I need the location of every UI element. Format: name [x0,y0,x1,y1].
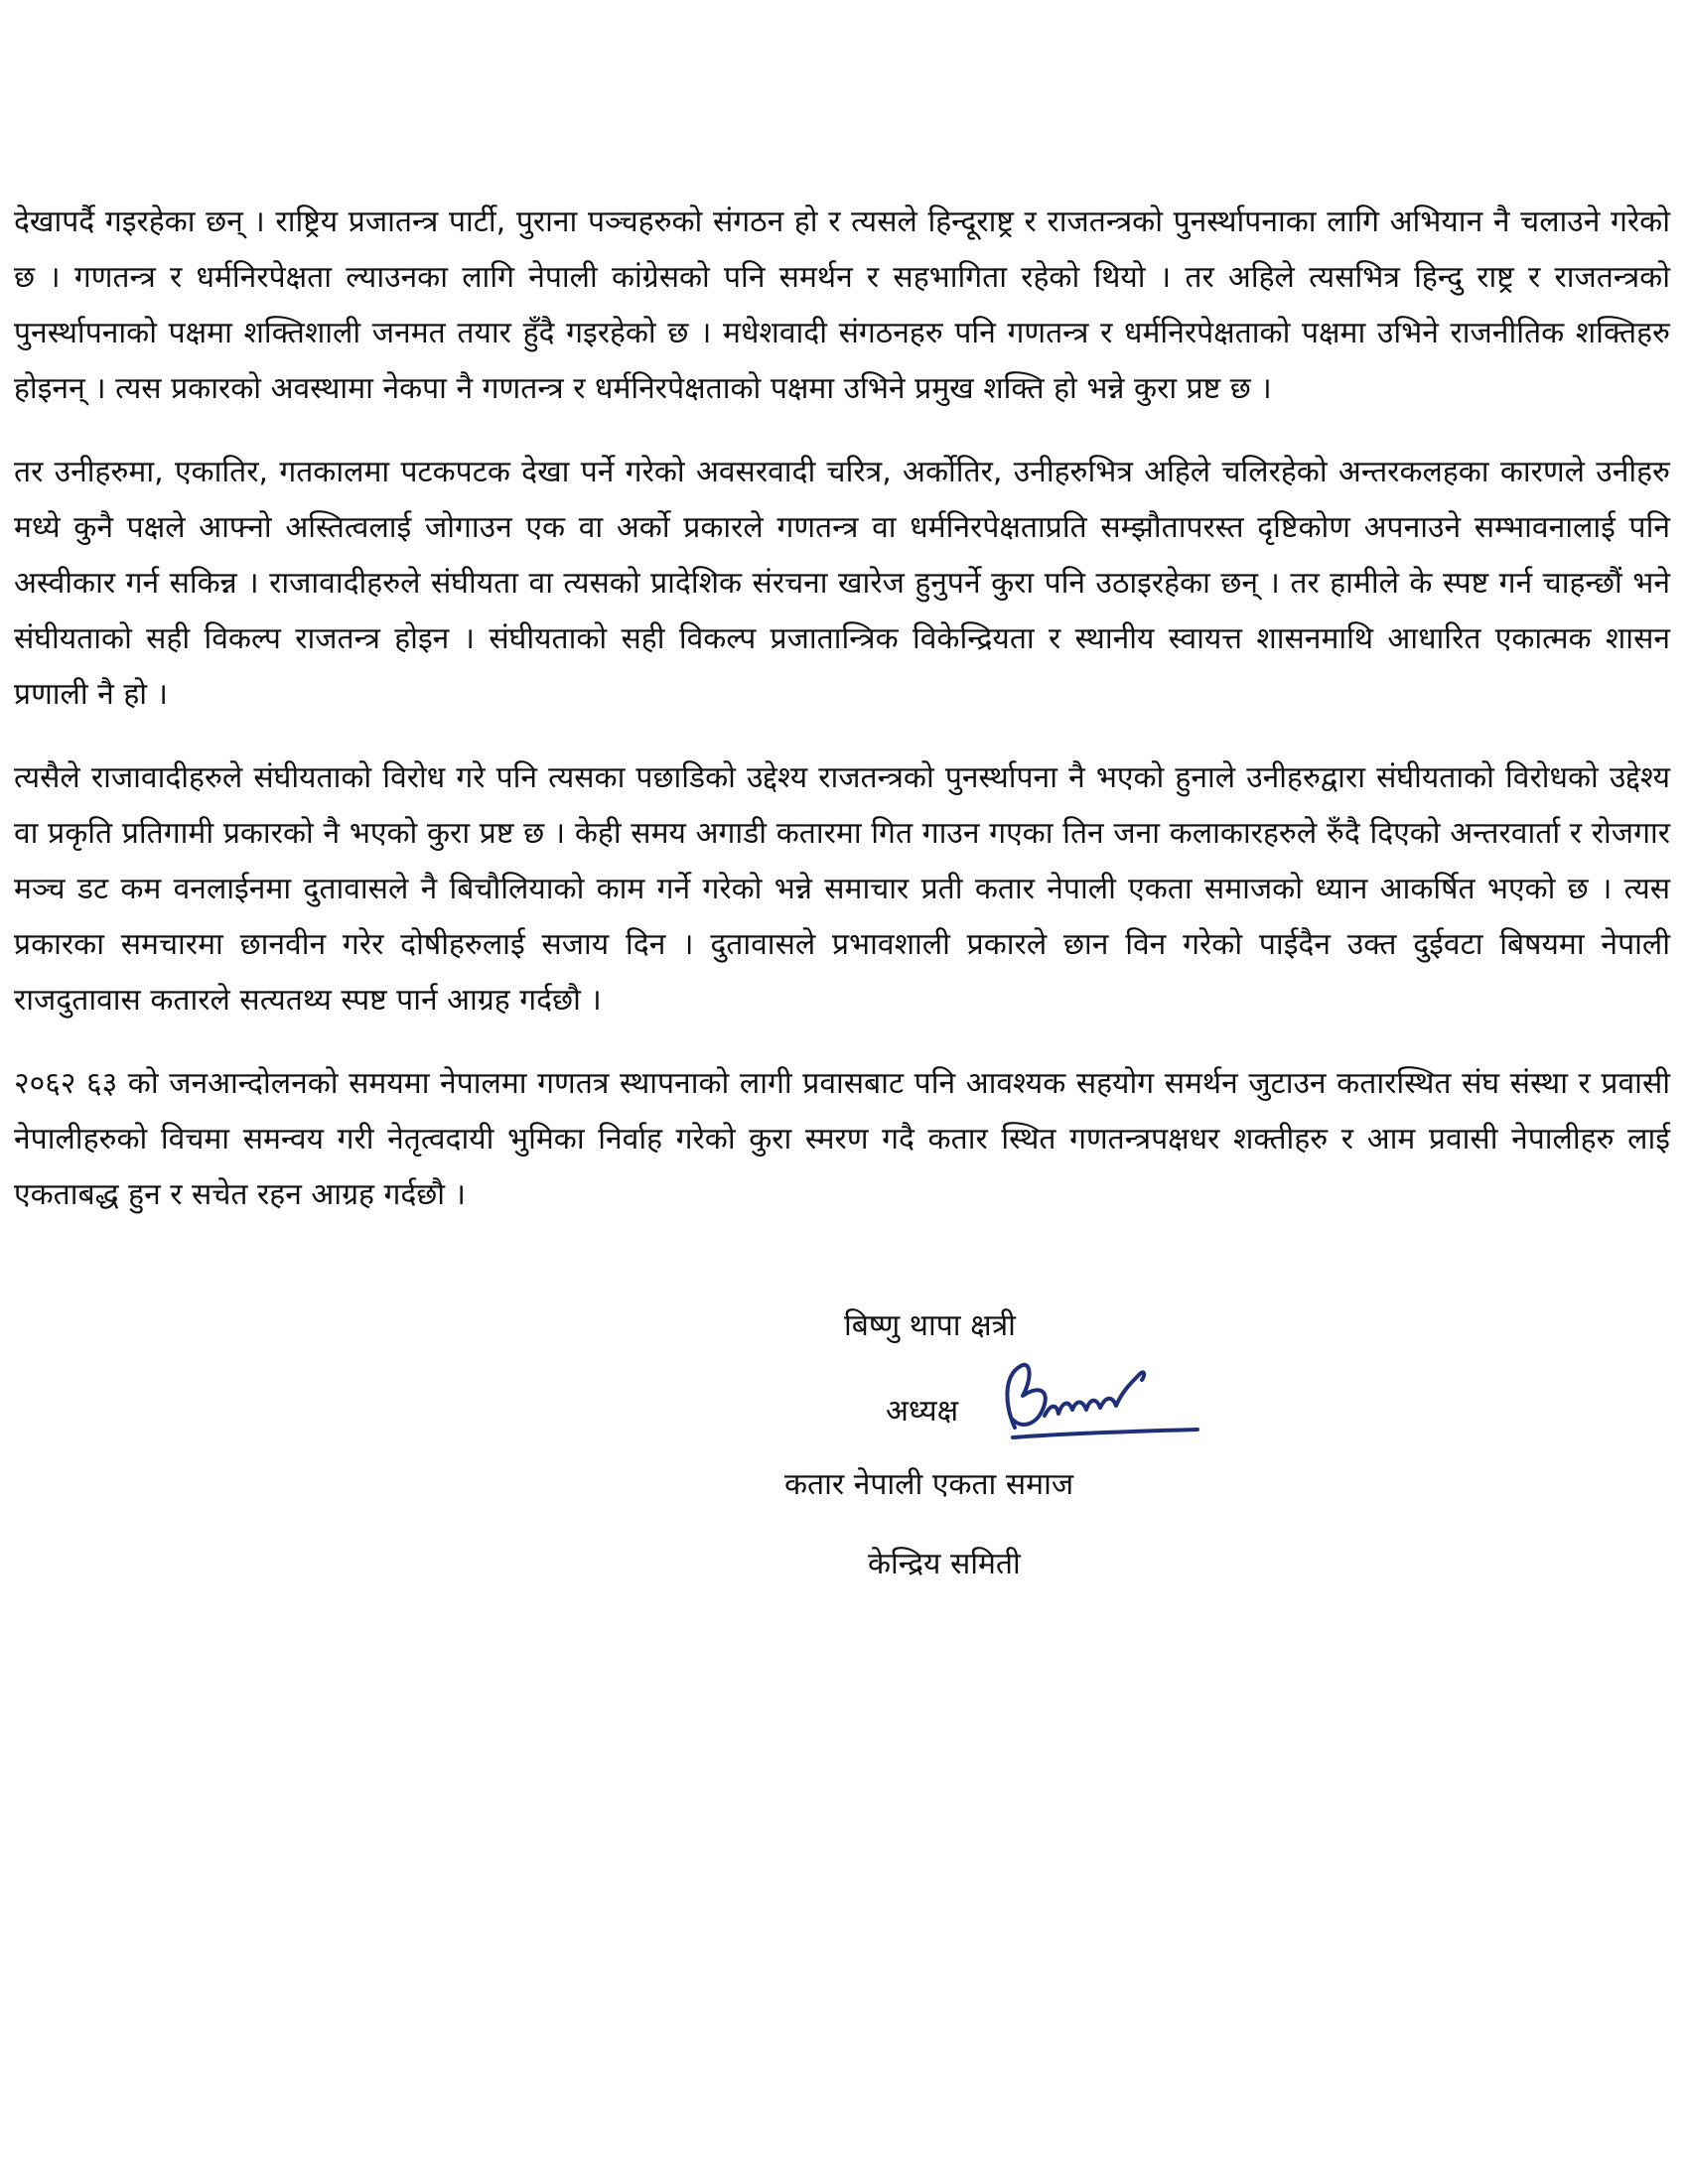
paragraph-3: त्यसैले राजावादीहरुले संघीयताको विरोध गरे पनि त्यसका पछाडिको उद्देश्य राजतन्त्रको पुनर्स्थापना नै भएको हुनाले उनीहरुद्वारा संघीयताको विरोधको उद्देश्य वा प्रकृति प्रतिगामी प्रकारको नै भएको कुरा प्रष्ट छ । केही समय अगाडी कतारमा गित गाउन गएका तिन जना कलाकारहरुले रुँदै दिएको अन्तरवार्ता र रोजगार मञ्च डट कम वनलाईनमा दुतावासले नै बिचौलियाको काम गर्ने गरेको भन्ने समाचार प्रती कतार नेपाली एकता समाजको ध्यान आकर्षित भएको छ । त्यस प्रकारका समचारमा छानवीन गरेर दोषीहरुलाई सजाय दिन । दुतावासले प्रभावशाली प्रकारले छान विन गरेको पाईदैन उक्त दुईवटा बिषयमा नेपाली राजदुतावास कतारले सत्यतथ्य स्पष्ट पार्न आग्रह गर्दछौ । [14,760,1670,1018]
paragraph-4: २०६२ ६३ को जनआन्दोलनको समयमा नेपालमा गणतत्र स्थापनाको लागी प्रवासबाट पनि आवश्यक सहयोग समर्थन जुटाउन कतारस्थित संघ संस्था र प्रवासी नेपालीहरुको विचमा समन्वय गरी नेतृत्वदायी भुमिका निर्वाह गरेको कुरा स्मरण गदै कतार स्थित गणतन्त्रपक्षधर शक्तीहरु र आम प्रवासी नेपालीहरु लाई एकताबद्ध हुन र सचेत रहन आग्रह गर्दछौ । [14,1066,1670,1212]
handwritten-signature [993,1356,1207,1451]
organization-name: कतार नेपाली एकता समाज [784,1467,1074,1502]
paragraph-2: तर उनीहरुमा, एकातिर, गतकालमा पटकपटक देखा पर्ने गरेको अवसरवादी चरित्र, अर्कोतिर, उनीहरुभित्र अहिले चलिरहेको अन्तरकलहका कारणले उनीहरु मध्ये कुनै पक्षले आफ्नो अस्तित्वलाई जोगाउन एक वा अर्को प्रकारले गणतन्त्र वा धर्मनिरपेक्षताप्रति सम्झौतापरस्त दृष्टिकोण अपनाउने सम्भावनालाई पनि अस्वीकार गर्न सकिन्न । राजावादीहरुले संघीयता वा त्यसको प्रादेशिक संरचना खारेज हुनुपर्ने कुरा पनि उठाइरहेका छन् । तर हामीले के स्पष्ट गर्न चाहन्छौं भने संघीयताको सही विकल्प राजतन्त्र होइन । संघीयताको सही विकल्प प्रजातान्त्रिक विकेन्द्रियता र स्थानीय स्वायत्त शासनमाथि आधारित एकात्मक शासन प्रणाली नै हो । [14,455,1670,712]
letter-body [14,195,1670,1251]
signatory-name: बिष्णु थापा क्षत्री [844,1308,1016,1343]
committee-name: केन्द्रिय समिती [868,1547,1021,1581]
signatory-title: अध्यक्ष [886,1394,959,1429]
paragraph-1: देखापर्दै गइरहेका छन् । राष्ट्रिय प्रजातन्त्र पार्टी, पुराना पञ्चहरुको संगठन हो र त्यसले हिन्दूराष्ट्र र राजतन्त्रको पुनर्स्थापनाका लागि अभियान नै चलाउने गरेको छ । गणतन्त्र र धर्मनिरपेक्षता ल्याउनका लागि नेपाली कांग्रेसको पनि समर्थन र सहभागिता रहेको थियो । तर अहिले त्यसभित्र हिन्दु राष्ट्र र राजतन्त्रको पुनर्स्थापनाको पक्षमा शक्तिशाली जनमत तयार हुँदै गइरहेको छ । मधेशवादी संगठनहरु पनि गणतन्त्र र धर्मनिरपेक्षताको पक्षमा उभिने राजनीतिक शक्तिहरु होइनन् । त्यस प्रकारको अवस्थामा नेकपा नै गणतन्त्र र धर्मनिरपेक्षताको पक्षमा उभिने प्रमुख शक्ति हो भन्ने कुरा प्रष्ट छ । [14,205,1670,406]
signature-block [0,1291,1688,1608]
